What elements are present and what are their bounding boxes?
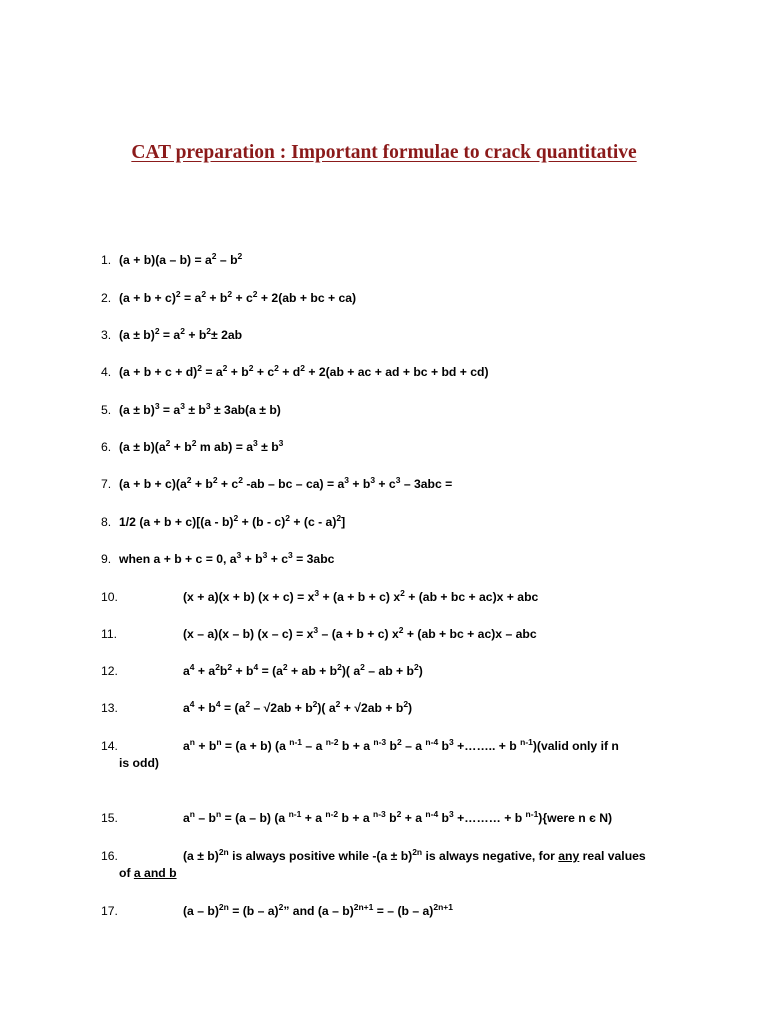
formula-segment: = a — [159, 328, 181, 342]
document-title — [0, 142, 768, 164]
formula-segment: )(valid only if n — [532, 739, 619, 753]
formula-item — [101, 551, 701, 568]
formula-segment: + √2ab + b — [340, 701, 404, 715]
formula-text — [119, 551, 701, 568]
underlined-text: any — [558, 849, 580, 863]
superscript: 2 — [201, 289, 207, 299]
superscript: n — [215, 809, 222, 819]
formula-number: 16. — [101, 849, 118, 863]
formula-number: 11. — [101, 627, 118, 641]
formula-segment: b — [386, 739, 397, 753]
superscript: 2 — [337, 662, 342, 672]
superscript: 2 — [335, 699, 341, 709]
formula-item — [101, 589, 701, 606]
superscript: 2 — [300, 363, 305, 373]
underlined-text: a and b — [133, 866, 177, 880]
formula-item — [101, 903, 701, 920]
formula-segment: + b — [206, 291, 228, 305]
formula-segment: ± b — [257, 440, 279, 454]
formula-segment: = (a — [258, 664, 283, 678]
superscript: 4 — [253, 662, 259, 672]
formula-segment: ± 2ab — [211, 328, 243, 342]
formula-item — [101, 738, 701, 772]
formula-continuation — [119, 865, 701, 882]
superscript: 3 — [370, 475, 376, 485]
superscript: 3 — [449, 809, 454, 819]
superscript: n-2 — [325, 737, 339, 747]
formula-segment: (a + b + c)(a — [119, 477, 187, 491]
formula-segment: when a + b + c = 0, a — [119, 552, 237, 566]
superscript: 2 — [312, 699, 318, 709]
formula-segment: b + a — [338, 811, 374, 825]
formula-segment: )( a — [317, 701, 336, 715]
superscript: n — [189, 809, 195, 819]
superscript: 2 — [396, 809, 402, 819]
formula-segment: + a — [301, 811, 326, 825]
formula-text — [119, 402, 701, 419]
formula-segment: real values — [579, 849, 646, 863]
formula-segment: + b — [241, 552, 263, 566]
superscript: n-4 — [425, 809, 439, 819]
formula-segment: + (b - c) — [238, 515, 286, 529]
superscript: 2 — [180, 326, 185, 336]
formula-number: 12. — [101, 664, 118, 678]
superscript: n — [189, 737, 195, 747]
superscript: 2 — [206, 326, 212, 336]
formula-segment: + c — [217, 477, 239, 491]
formula-segment: b — [219, 664, 228, 678]
formula-segment: + c — [232, 291, 253, 305]
superscript: 3 — [278, 438, 284, 448]
formula-segment: b — [438, 811, 450, 825]
superscript: 2n+1 — [433, 902, 453, 912]
formula-item — [101, 252, 701, 269]
formula-segment: = (a – b) (a — [221, 811, 289, 825]
formula-segment: (a ± b) — [119, 403, 155, 417]
formula-text — [119, 252, 701, 269]
formula-segment: + ab + b — [287, 664, 338, 678]
formula-text — [101, 848, 701, 882]
superscript: 2 — [360, 662, 365, 672]
formula-segment: (a + b)(a – b) = a — [119, 253, 212, 267]
superscript: 2 — [336, 513, 342, 523]
formula-segment: + (a + b + c) x — [319, 590, 401, 604]
document-title-text: CAT preparation : Important formulae to crack quantitative — [131, 142, 637, 163]
superscript: n-1 — [525, 809, 539, 819]
formula-segment: (x + a)(x + b) (x + c) = x — [183, 590, 315, 604]
formula-segment: + b — [348, 477, 371, 491]
formula-segment: + d — [278, 365, 301, 379]
formula-number: 17. — [101, 904, 118, 918]
formula-text — [119, 514, 701, 531]
superscript: 3 — [180, 401, 185, 411]
formula-segment: ) — [418, 664, 423, 678]
superscript: 2n+1 — [353, 902, 374, 912]
formula-segment: + 2(ab + ac + ad + bc + bd + cd) — [304, 365, 489, 379]
superscript: 3 — [344, 475, 349, 485]
superscript: 2 — [215, 662, 220, 672]
superscript: 3 — [449, 737, 454, 747]
formula-text — [119, 290, 701, 307]
formula-segment: + (c - a) — [290, 515, 337, 529]
formula-number: 4. — [101, 365, 112, 379]
formula-segment: + a — [401, 811, 426, 825]
superscript: n-3 — [373, 737, 387, 747]
superscript: 2 — [186, 475, 192, 485]
superscript: 3 — [288, 550, 293, 560]
superscript: n-2 — [325, 809, 339, 819]
formula-segment: + b — [194, 701, 216, 715]
superscript: 2 — [222, 363, 228, 373]
formula-item — [101, 514, 701, 531]
formula-number: 15. — [101, 811, 118, 825]
formula-segment: – b — [194, 811, 216, 825]
formula-number: 13. — [101, 701, 118, 715]
formula-number: 14. — [101, 739, 118, 753]
formula-number: 9. — [101, 552, 112, 566]
superscript: 4 — [189, 699, 195, 709]
formula-text — [101, 903, 701, 920]
formula-segment: = a — [159, 403, 181, 417]
formula-segment: m ab) = a — [196, 440, 254, 454]
formula-continuation: is odd) — [119, 756, 159, 770]
formula-text — [101, 626, 701, 643]
superscript: 3 — [262, 550, 268, 560]
formula-item — [101, 439, 701, 456]
formula-number: 10. — [101, 590, 118, 604]
superscript: 3 — [236, 550, 242, 560]
formula-segment: = (b – a) — [228, 904, 279, 918]
formula-segment: – b — [216, 253, 238, 267]
formula-item — [101, 626, 701, 643]
superscript: 3 — [253, 438, 258, 448]
superscript: 2 — [197, 363, 202, 373]
superscript: 2 — [238, 475, 243, 485]
formula-segment: – a — [302, 739, 326, 753]
formula-segment: = (a — [220, 701, 246, 715]
superscript: 2 — [396, 737, 402, 747]
superscript: 2 — [285, 513, 290, 523]
superscript: 2 — [212, 475, 218, 485]
formula-segment: -ab – bc – ca) = a — [242, 477, 345, 491]
formula-segment: – 3abc = — [400, 477, 453, 491]
superscript: 2 — [274, 363, 279, 373]
superscript: 2 — [154, 326, 160, 336]
superscript: 3 — [154, 401, 160, 411]
superscript: n-1 — [288, 809, 302, 819]
formula-segment: +……… + b — [453, 811, 526, 825]
formula-item — [101, 327, 701, 344]
formula-segment: a — [183, 664, 190, 678]
formula-number: 5. — [101, 403, 112, 417]
formula-number: 2. — [101, 291, 112, 305]
superscript: 2 — [403, 699, 409, 709]
formula-number: 1. — [101, 253, 112, 267]
superscript: 4 — [189, 662, 195, 672]
superscript: 2 — [191, 438, 197, 448]
formula-text — [101, 810, 701, 827]
formula-segment: = a — [180, 291, 202, 305]
superscript: 2n — [218, 847, 229, 857]
superscript: 2 — [400, 588, 405, 598]
formula-segment: – a — [401, 739, 426, 753]
formula-item — [101, 700, 701, 717]
superscript: 3 — [314, 588, 320, 598]
formula-segment: (x – a)(x – b) (x – c) = x — [183, 627, 314, 641]
formula-item — [101, 848, 701, 882]
formula-segment: = – (b – a) — [373, 904, 434, 918]
superscript: 2 — [245, 699, 251, 709]
formula-segment: + b — [232, 664, 254, 678]
formula-segment: b + a — [338, 739, 374, 753]
formula-segment: + b — [184, 328, 207, 342]
formula-item — [101, 663, 701, 680]
formula-segment: + a — [194, 664, 216, 678]
formula-segment: + c — [253, 365, 275, 379]
formula-segment: = a — [201, 365, 223, 379]
superscript: n-1 — [289, 737, 303, 747]
formula-segment: = 3abc — [292, 552, 335, 566]
formula-segment: + c — [267, 552, 289, 566]
superscript: n-3 — [373, 809, 386, 819]
formula-item — [101, 476, 701, 493]
formula-number: 7. — [101, 477, 112, 491]
formula-segment: + b — [191, 477, 213, 491]
formula-number: 3. — [101, 328, 112, 342]
formula-item — [101, 810, 701, 827]
formula-segment: b — [385, 811, 397, 825]
formula-segment: ) — [408, 701, 413, 715]
formula-text — [101, 738, 701, 772]
formula-text — [119, 476, 701, 493]
superscript: 2n — [412, 847, 423, 857]
formula-segment: (a – b) — [183, 904, 219, 918]
formula-segment: (a ± b) — [183, 849, 219, 863]
superscript: 4 — [215, 699, 221, 709]
formula-segment: ] — [341, 515, 346, 529]
formula-segment: + b — [170, 440, 192, 454]
formula-segment: + b — [194, 739, 217, 753]
formula-text — [119, 439, 701, 456]
formula-item — [101, 402, 701, 419]
formula-text — [119, 364, 701, 381]
superscript: 2 — [227, 662, 233, 672]
formula-segment: a — [183, 701, 190, 715]
formula-segment: ± 3ab(a ± b) — [210, 403, 281, 417]
formula-segment: 1/2 (a + b + c)[(a - b) — [119, 515, 234, 529]
formula-number: 6. — [101, 440, 112, 454]
formula-segment: +…….. + b — [453, 739, 521, 753]
formula-segment: is always positive while -(a ± b) — [228, 849, 413, 863]
superscript: 2 — [282, 662, 288, 672]
superscript: 2 — [211, 251, 217, 261]
formula-item — [101, 290, 701, 307]
formula-segment: ){were n є N) — [538, 811, 613, 825]
formula-segment: (a ± b) — [119, 328, 155, 342]
formula-segment: )( a — [341, 664, 361, 678]
superscript: 2 — [165, 438, 171, 448]
superscript: 2 — [398, 625, 404, 635]
formula-segment: is always negative, for — [422, 849, 559, 863]
superscript: 3 — [205, 401, 211, 411]
formula-segment: (a ± b)(a — [119, 440, 166, 454]
formula-segment: b — [438, 739, 450, 753]
superscript: n-1 — [520, 737, 533, 747]
formula-segment: – ab + b — [364, 664, 414, 678]
superscript: 2 — [237, 251, 243, 261]
formula-segment: + 2(ab + bc + ca) — [257, 291, 357, 305]
formula-segment: + b — [227, 365, 249, 379]
formula-segment: of — [119, 866, 134, 880]
formula-segment: a — [183, 739, 190, 753]
formula-segment: = (a + b) (a — [221, 739, 290, 753]
formula-segment: (a + b + c + d) — [119, 365, 198, 379]
formula-text — [101, 589, 701, 606]
superscript: 2n — [218, 902, 229, 912]
formula-item — [101, 364, 701, 381]
superscript: 3 — [313, 625, 319, 635]
superscript: n-4 — [425, 737, 439, 747]
formula-segment: a — [183, 811, 190, 825]
formula-text — [101, 700, 701, 717]
formula-segment: + c — [375, 477, 396, 491]
formula-text — [101, 663, 701, 680]
formula-segment: ” and (a – b) — [283, 904, 354, 918]
formula-text — [119, 327, 701, 344]
formula-segment: – √2ab + b — [250, 701, 313, 715]
superscript: 2 — [248, 363, 254, 373]
formula-segment: ± b — [184, 403, 206, 417]
superscript: 2 — [233, 513, 239, 523]
formula-segment: – (a + b + c) x — [318, 627, 399, 641]
superscript: 2 — [252, 289, 258, 299]
formula-segment: (a + b + c) — [119, 291, 176, 305]
superscript: 2 — [413, 662, 419, 672]
superscript: 2 — [278, 902, 284, 912]
formula-segment: + (ab + bc + ac)x + abc — [404, 590, 539, 604]
superscript: 2 — [175, 289, 181, 299]
superscript: n — [216, 737, 222, 747]
superscript: 2 — [227, 289, 233, 299]
formula-number: 8. — [101, 515, 112, 529]
formula-segment: + (ab + bc + ac)x – abc — [403, 627, 537, 641]
superscript: 3 — [395, 475, 401, 485]
